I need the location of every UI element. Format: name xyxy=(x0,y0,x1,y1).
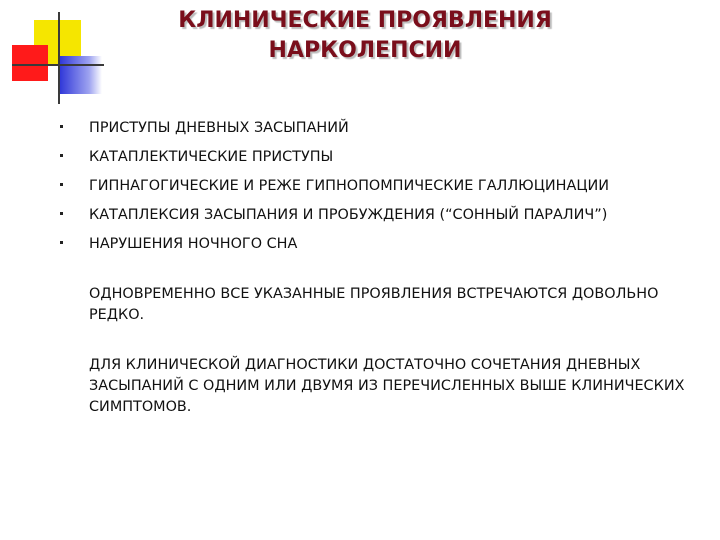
title-line-2: НАРКОЛЕПСИИ xyxy=(268,38,462,63)
blue-square xyxy=(59,56,102,94)
paragraph-rarity: ОДНОВРЕМЕННО ВСЕ УКАЗАННЫЕ ПРОЯВЛЕНИЯ ВСТРЕЧАЮТСЯ ДОВОЛЬНО РЕДКО. xyxy=(89,286,659,323)
bullet-text: НАРУШЕНИЯ НОЧНОГО СНА xyxy=(89,236,298,252)
paragraph-diagnostics: ДЛЯ КЛИНИЧЕСКОЙ ДИАГНОСТИКИ ДОСТАТОЧНО СОЧЕТАНИЯ ДНЕВНЫХ ЗАСЫПАНИЙ С ОДНИМ ИЛИ ДВУМЯ ИЗ ПЕРЕЧИСЛЕННЫХ ВЫШЕ КЛИНИЧЕСКИХ СИМПТОМОВ. xyxy=(89,357,685,415)
red-square xyxy=(12,45,48,81)
slide-title xyxy=(130,6,600,66)
bullet-icon xyxy=(60,212,63,215)
bullet-text: КАТАПЛЕКТИЧЕСКИЕ ПРИСТУПЫ xyxy=(89,149,334,165)
bullet-icon xyxy=(60,241,63,244)
bullet-item xyxy=(58,147,713,168)
bullet-text: КАТАПЛЕКСИЯ ЗАСЫПАНИЯ И ПРОБУЖДЕНИЯ (“СОННЫЙ ПАРАЛИЧ”) xyxy=(89,207,608,223)
decorative-squares-logo xyxy=(0,0,110,110)
bullet-item xyxy=(58,176,713,197)
vertical-line xyxy=(58,12,60,104)
horizontal-line xyxy=(12,64,104,66)
slide-body xyxy=(58,118,713,418)
bullet-item xyxy=(58,118,713,139)
bullet-text: ГИПНАГОГИЧЕСКИЕ И РЕЖЕ ГИПНОПОМПИЧЕСКИЕ ГАЛЛЮЦИНАЦИИ xyxy=(89,178,610,194)
bullet-icon xyxy=(60,125,63,128)
bullet-icon xyxy=(60,154,63,157)
title-line-1: КЛИНИЧЕСКИЕ ПРОЯВЛЕНИЯ xyxy=(178,8,552,33)
bullet-item xyxy=(58,205,713,226)
bullet-icon xyxy=(60,183,63,186)
bullet-list xyxy=(58,118,713,255)
bullet-item xyxy=(58,234,713,255)
bullet-text: ПРИСТУПЫ ДНЕВНЫХ ЗАСЫПАНИЙ xyxy=(89,120,349,136)
